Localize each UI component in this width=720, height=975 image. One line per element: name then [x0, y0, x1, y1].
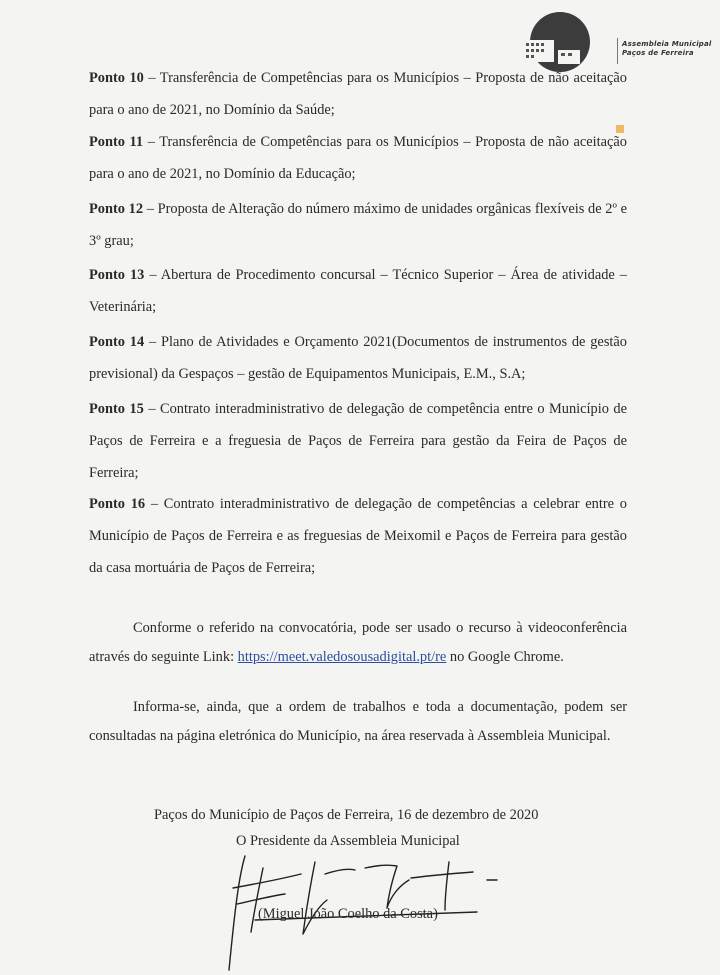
item-label: Ponto 14	[89, 334, 145, 350]
item-text: – Transferência de Competências para os Municípios – Proposta de não aceitação para o ano de 2021, no Domínio da Saúde;	[89, 70, 628, 118]
agenda-item-10	[89, 62, 627, 126]
item-text: – Abertura de Procedimento concursal – Técnico Superior – Área de atividade – Veterinária;	[89, 267, 627, 315]
agenda-item-16	[89, 488, 627, 584]
videoconf-text-before: Conforme o referido na convocatória, pode ser usado o recurso à videoconferência através do seguinte Link:	[89, 620, 627, 665]
signatory-role: O Presidente da Assembleia Municipal	[236, 833, 460, 849]
item-text: – Contrato interadministrativo de delegação de competências a celebrar entre o Município de Paços de Ferreira e as freguesias de Meixomil e Paços de Ferreira para gestão da casa mortuária de Paços de Ferreira;	[89, 496, 627, 576]
signatory-name: (Miguel João Coelho da Costa)	[258, 906, 438, 922]
item-text: – Plano de Atividades e Orçamento 2021(Documentos de instrumentos de gestão previsional) da Gespaços – gestão de Equipamentos Municipais, E.M., S.A;	[89, 334, 627, 382]
item-label: Ponto 16	[89, 496, 146, 512]
item-label: Ponto 10	[89, 70, 144, 86]
item-text: – Proposta de Alteração do número máximo de unidades orgânicas flexíveis de 2º e 3º grau;	[89, 201, 628, 249]
agenda-item-13	[89, 259, 627, 323]
agenda-item-11	[89, 126, 627, 190]
header-org-name	[622, 40, 712, 58]
org-line-2: Paços de Ferreira	[622, 49, 694, 57]
videoconference-link[interactable]: https://meet.valedosousadigital.pt/re	[237, 649, 447, 665]
item-label: Ponto 12	[89, 201, 144, 217]
place-date: Paços do Município de Paços de Ferreira, 16 de dezembro de 2020	[154, 807, 539, 823]
logo-divider	[617, 38, 618, 64]
agenda-item-14	[89, 326, 627, 390]
item-text: – Transferência de Competências para os Municípios – Proposta de não aceitação para o ano de 2021, no Domínio da Educação;	[89, 134, 628, 182]
info-paragraph	[89, 693, 627, 751]
org-line-1: Assembleia Municipal	[622, 40, 712, 48]
item-label: Ponto 11	[89, 134, 144, 150]
item-label: Ponto 15	[89, 401, 144, 417]
info-text: Informa-se, ainda, que a ordem de trabalhos e toda a documentação, podem ser consultadas na página eletrónica do Município, na área reservada à Assembleia Municipal.	[89, 699, 627, 744]
item-label: Ponto 13	[89, 267, 145, 283]
agenda-item-15	[89, 393, 627, 489]
videoconference-paragraph	[89, 614, 627, 672]
agenda-item-12	[89, 193, 627, 257]
videoconf-text-after: no Google Chrome.	[446, 649, 564, 665]
item-text: – Contrato interadministrativo de delegação de competência entre o Município de Paços de Ferreira e a freguesia de Paços de Ferreira para gestão da Feira de Paços de Ferreira;	[89, 401, 627, 481]
